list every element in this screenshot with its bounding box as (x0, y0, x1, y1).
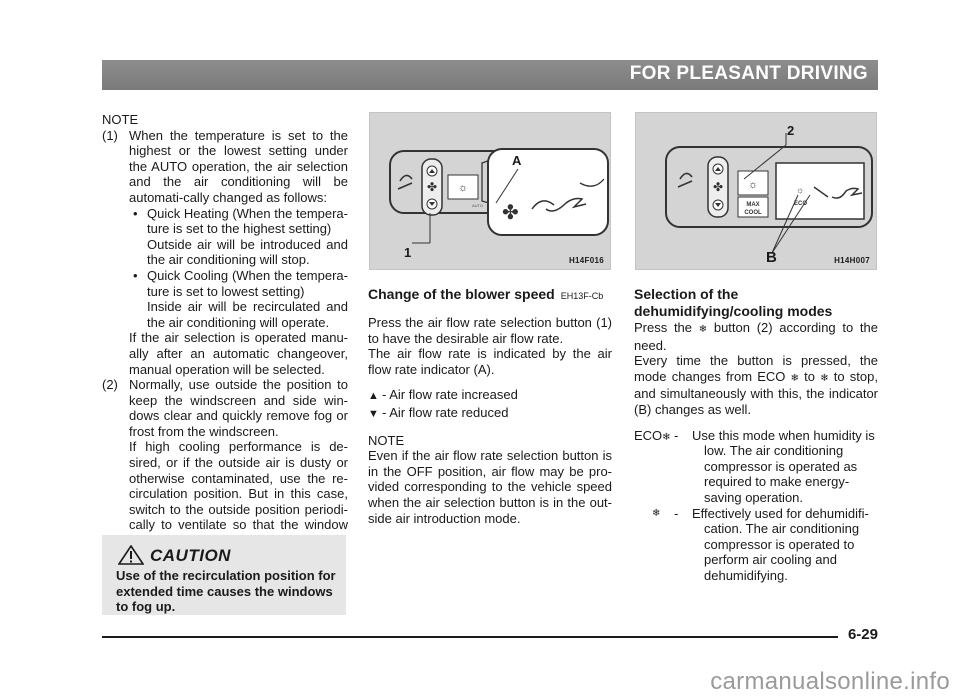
dehumidify-p1-b: button (2) according to the need. (634, 320, 878, 353)
mode-eco-desc: low. The air conditioning compressor is operated as required to make energy-saving operation. (704, 443, 858, 505)
airflow-increase-row (368, 387, 612, 405)
callout-2: 2 (787, 123, 795, 138)
ac-panel-illustration (636, 113, 876, 269)
note-item-2-number: (2) (102, 377, 118, 393)
snowflake-icon: ❄ (820, 372, 829, 384)
blower-speed-title: Change of the blower speed (368, 286, 555, 302)
eco-label: ECO (794, 201, 808, 207)
snowflake-icon: ❄ (652, 507, 661, 519)
dehumidify-p1 (634, 320, 878, 353)
note-item-2-p1: Normally, use outside the position to keep the windscreen and side win-dows clear and quickly remove fog or frost from the windscreen. (129, 377, 348, 439)
bullet-text: Quick Cooling (When the tempera-ture is set to lowest setting) (147, 267, 348, 299)
svg-text:☼: ☼ (747, 179, 759, 191)
mode-cool-row (634, 506, 878, 584)
svg-text:☼: ☼ (457, 182, 469, 194)
blower-p2: The air flow rate is indicated by the air flow rate indicator (A). (368, 346, 612, 377)
caution-text: Use of the recirculation position for extended time causes the windows to fog up. (116, 568, 336, 615)
note-item-1 (102, 128, 348, 378)
max-cool-label-max: MAX (746, 202, 760, 208)
airflow-decrease-row (368, 405, 612, 423)
svg-text:✤: ✤ (502, 202, 519, 224)
callout-a: A (512, 153, 522, 168)
mode-eco-label-text: ECO (634, 427, 663, 443)
callout-b: B (766, 249, 777, 266)
watermark: carmanualsonline.info (710, 668, 950, 695)
snowflake-icon: ❄ (790, 372, 799, 384)
svg-text:☼: ☼ (796, 185, 805, 195)
right-column (634, 286, 878, 584)
bullet-dot: • (133, 267, 138, 283)
dehumidify-heading: Selection of the dehumidifying/cooling modes (634, 286, 833, 319)
dehumidify-p2-a: Every time the button is pressed, the mode changes from ECO (634, 353, 878, 384)
blower-speed-heading (368, 286, 612, 305)
blower-speed-code: EH13F-Cb (560, 291, 604, 301)
auto-label: AUTO (472, 203, 484, 208)
note-title: NOTE (102, 112, 139, 127)
middle-column (368, 286, 612, 526)
figure-code: H14H007 (834, 256, 870, 265)
svg-text:✤: ✤ (426, 180, 438, 194)
snowflake-icon: ❄ (662, 431, 671, 443)
bullet-dot: • (133, 205, 138, 221)
triangle-up-icon: ▲ (368, 390, 379, 403)
page-number: 6-29 (847, 626, 878, 643)
mode-eco-dash: - (674, 427, 679, 443)
blower-note-title: NOTE (368, 432, 405, 448)
note-item-2 (102, 377, 348, 549)
figure-dehumidify-control (635, 112, 877, 270)
note-item-2-p2: If high cooling performance is de-sired, or if the outside air is dusty or otherwise contaminated, use the re-circulation position. But in this case, switch to the outside position periodi-cally to ventilate so that the window (129, 439, 348, 533)
caution-box (102, 535, 346, 615)
mode-eco-row (634, 428, 878, 506)
left-column (102, 112, 348, 549)
note-item-1-intro: When the temperature is set to the highest or the lowest setting under the AUTO operation, the air selection and the air conditioning will be automati-cally changed as follows: (129, 127, 348, 205)
bullet-sub: Inside air will be recirculated and the air conditioning will operate. (147, 299, 348, 330)
airflow-increase-text: - Air flow rate increased (382, 387, 518, 403)
snowflake-icon: ❄ (698, 324, 708, 335)
bullet-quick-cooling (129, 268, 348, 330)
blower-note-text: Even if the air flow rate selection button is in the OFF position, air flow may be pro-vided corresponding to the vehicle speed when the air selection button is in the out-side air introduction mode. (368, 448, 612, 526)
note-item-1-number: (1) (102, 127, 118, 143)
section-header-bar (102, 60, 878, 90)
callout-1: 1 (404, 245, 412, 260)
bullet-quick-heating (129, 206, 348, 268)
airflow-decrease-text: - Air flow rate reduced (382, 404, 509, 420)
section-title: FOR PLEASANT DRIVING (629, 63, 868, 84)
note-item-1-outro: If the air selection is operated manu-ally after an automatic changeover, manual operation will be selected. (129, 330, 348, 377)
mode-cool-first: Effectively used for dehumidifi- (692, 505, 869, 521)
dehumidify-p2 (634, 353, 878, 417)
max-cool-label-cool: COOL (744, 210, 762, 216)
blower-p1: Press the air flow rate selection button (1) to have the desirable air flow rate. (368, 315, 612, 346)
caution-label: CAUTION (150, 546, 231, 565)
dehumidify-p2-b: to (804, 368, 815, 384)
dehumidify-p2-c: to stop, and simultaneously with this, the indicator (B) changes as well. (634, 368, 878, 417)
dehumidify-p1-a: Press the (634, 320, 693, 335)
mode-cool-desc: cation. The air conditioning compressor is operated to perform air cooling and dehumidifying. (704, 521, 860, 583)
warning-triangle-icon (118, 545, 144, 565)
mode-cool-dash: - (674, 505, 679, 521)
figure-code: H14F016 (568, 256, 604, 265)
mode-eco-first: Use this mode when humidity is (692, 427, 875, 443)
mode-eco-label (634, 428, 671, 446)
figure-blower-control (369, 112, 611, 270)
footer-rule (102, 636, 838, 638)
svg-text:✤: ✤ (712, 180, 724, 194)
bullet-text: Quick Heating (When the tempera-ture is set to the highest setting) (147, 205, 348, 237)
triangle-down-icon: ▼ (368, 407, 379, 420)
bullet-sub: Outside air will be introduced and the air conditioning will stop. (147, 236, 348, 268)
